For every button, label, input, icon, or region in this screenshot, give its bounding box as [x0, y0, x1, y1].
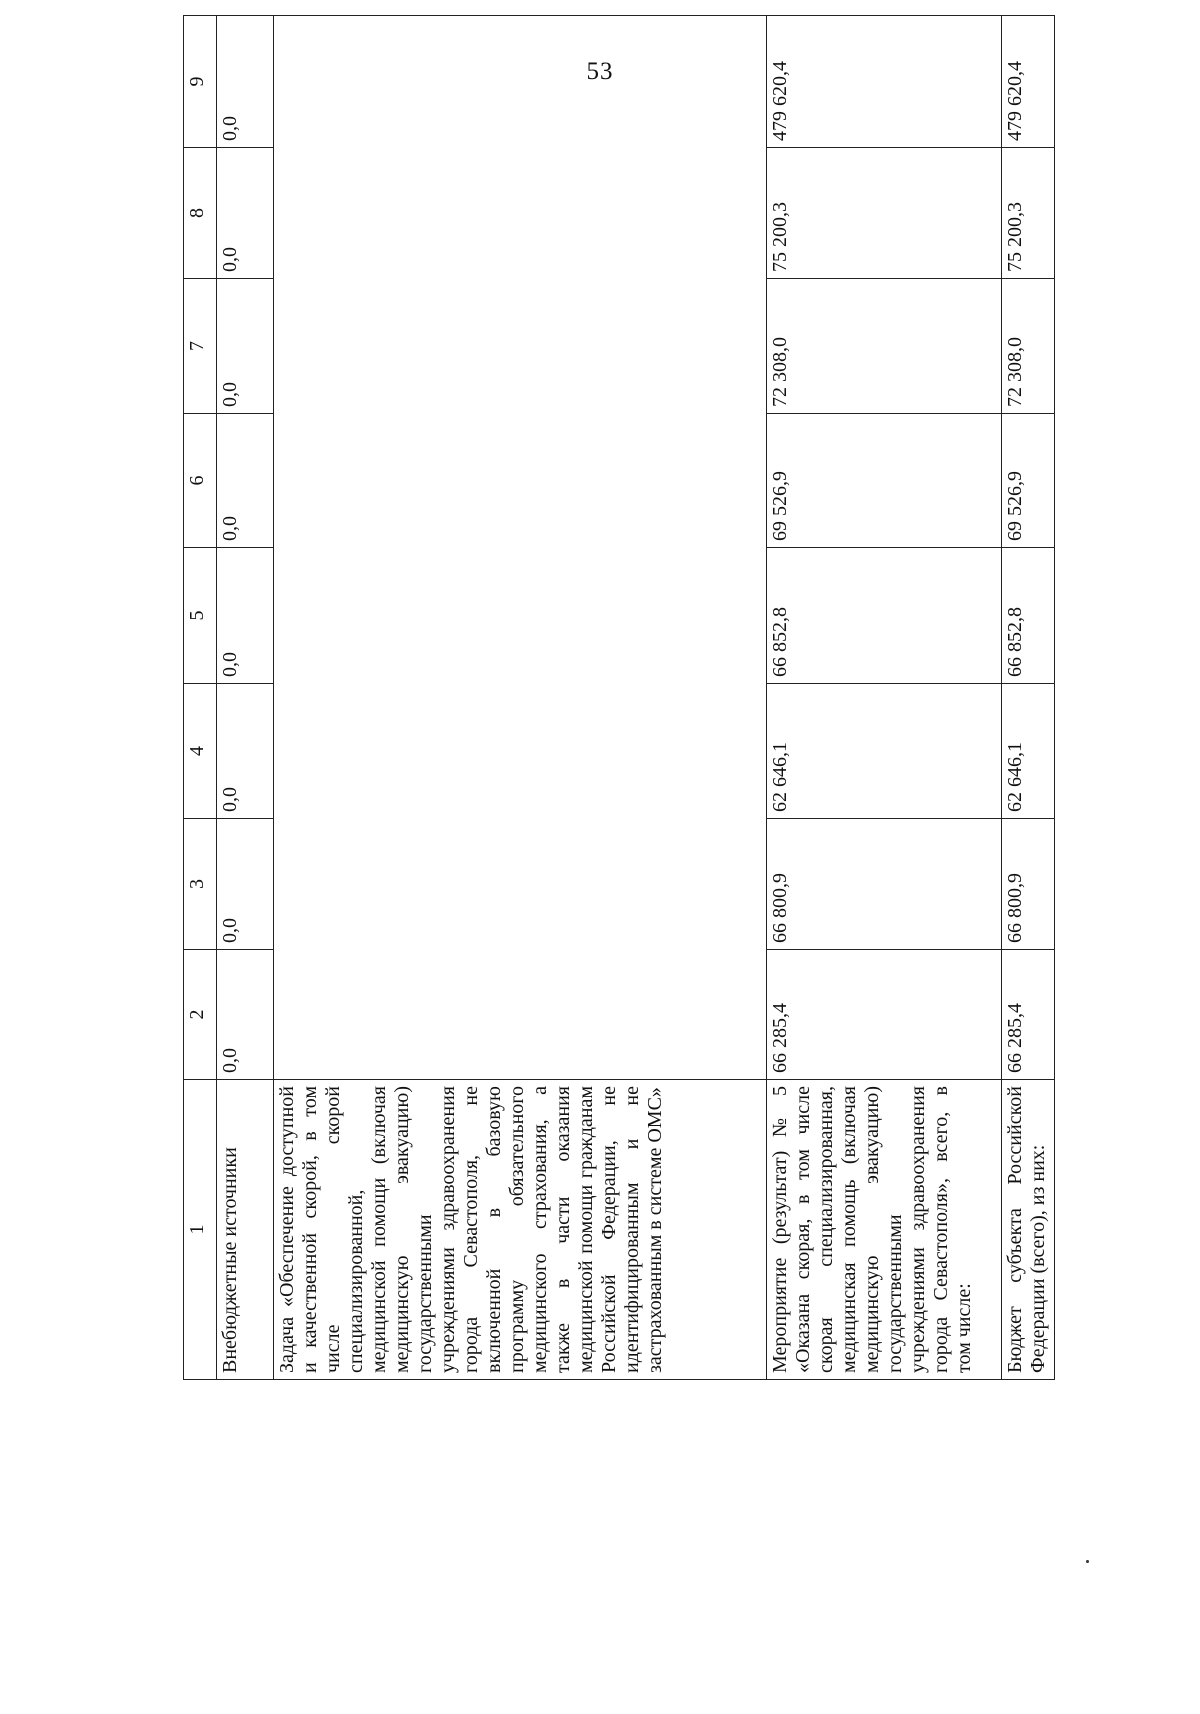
table-row [217, 16, 274, 1380]
table-cell: 66 285,4 [1002, 950, 1055, 1080]
column-header: 4 [184, 684, 217, 819]
column-header: 9 [184, 16, 217, 148]
table-cell: 66 800,9 [767, 819, 1002, 950]
column-header: 1 [184, 1080, 217, 1380]
table-row [1002, 16, 1055, 1380]
table-row [767, 16, 1002, 1380]
row-label: Бюджет субъекта Российской Федерации (всего), из них: [1002, 1080, 1055, 1380]
table-cell: 66 285,4 [767, 950, 1002, 1080]
table-cell: 66 800,9 [1002, 819, 1055, 950]
row-label: Мероприятие (результат) № 5 «Оказана скорая, в том числе скорая специализированная, медицинская помощь (включая медицинскую эвакуацию) государственными учреждениями здравоохранения города Севастополя», всего, в том числе: [767, 1080, 1002, 1380]
row-label: Внебюджетные источники [217, 1080, 274, 1380]
table-cell: 479 620,4 [767, 16, 1002, 148]
table-cell: 72 308,0 [1002, 279, 1055, 414]
table-cell: 66 852,8 [767, 548, 1002, 684]
column-header: 3 [184, 819, 217, 950]
column-header: 6 [184, 414, 217, 548]
table-cell: 0,0 [217, 279, 274, 414]
scan-speck [1086, 1560, 1089, 1563]
table-cell: 0,0 [217, 684, 274, 819]
column-header: 2 [184, 950, 217, 1080]
table-cell: 0,0 [217, 819, 274, 950]
table-cell: 69 526,9 [767, 414, 1002, 548]
table-cell: 0,0 [217, 16, 274, 148]
budget-table [183, 15, 1055, 1380]
table-cell: 0,0 [217, 414, 274, 548]
table-row [274, 16, 767, 1380]
table-cell: 0,0 [217, 548, 274, 684]
table-cell: 75 200,3 [767, 148, 1002, 279]
table-cell: 72 308,0 [767, 279, 1002, 414]
row-label: Задача «Обеспечение доступной и качественной скорой, в том числе скорой специализированной, медицинской помощи (включая медицинскую эвакуацию) государственными учреждениями здравоохранения города Севастополя, не включенной в базовую программу обязательного медицинского страхования, а также в части оказания медицинской помощи гражданам Российской Федерации, не идентифицированным и не застрахованным в системе ОМС» [274, 1080, 767, 1380]
column-header: 7 [184, 279, 217, 414]
table-cell: 75 200,3 [1002, 148, 1055, 279]
table-cell: 66 852,8 [1002, 548, 1055, 684]
page-number: 53 [586, 58, 614, 85]
column-header: 8 [184, 148, 217, 279]
table-cell: 69 526,9 [1002, 414, 1055, 548]
table-cell: 0,0 [217, 148, 274, 279]
column-header: 5 [184, 548, 217, 684]
table-cell: 479 620,4 [1002, 16, 1055, 148]
table-cell: 0,0 [217, 950, 274, 1080]
table-cell: 62 646,1 [1002, 684, 1055, 819]
header-row [184, 16, 217, 1380]
table-cell: 62 646,1 [767, 684, 1002, 819]
empty-merged-cell [274, 16, 767, 1080]
